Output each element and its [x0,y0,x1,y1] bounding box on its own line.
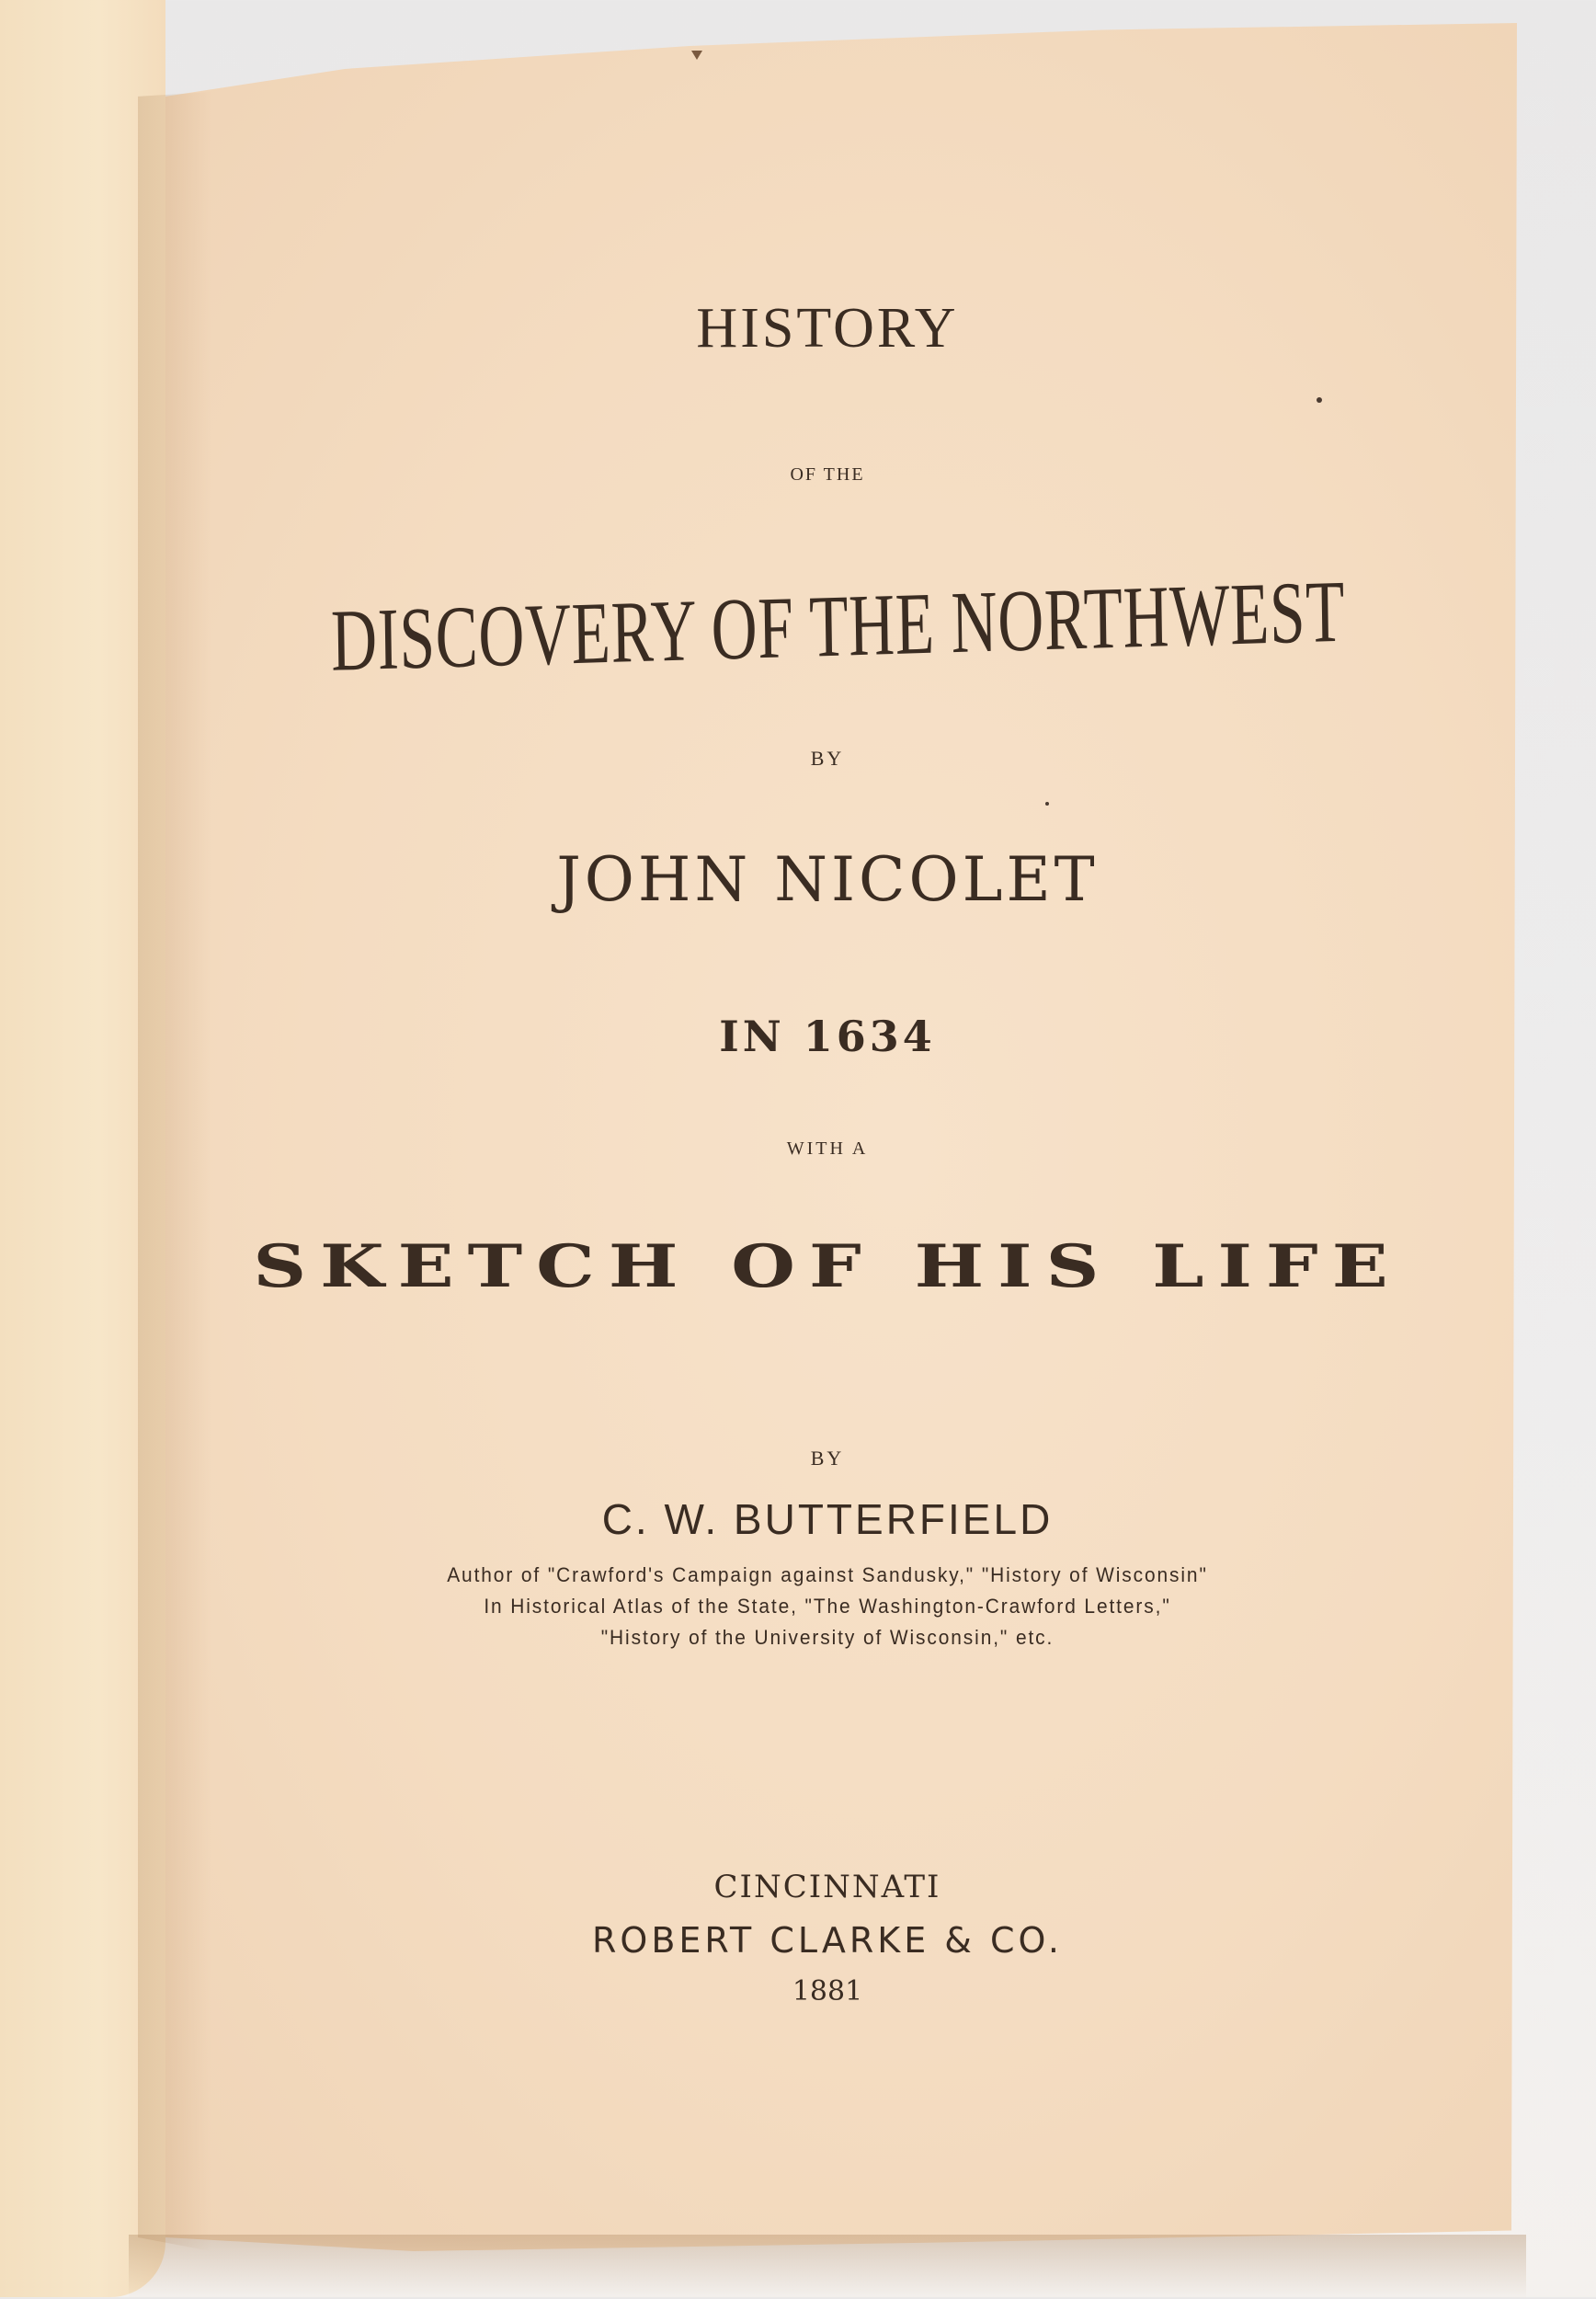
author-credit-line: In Historical Atlas of the State, "The Washington-Crawford Letters," [484,1595,1171,1618]
page-bottom-shadow [129,2235,1526,2299]
by-label-author: BY [810,1447,845,1470]
ink-speck [1317,397,1322,403]
title-main: HISTORY [696,297,959,360]
subtitle: SKETCH OF HIS LIFE [253,1232,1402,1301]
publication-city: CINCINNATI [713,1869,941,1905]
publisher: ROBERT CLARKE & CO. [592,1920,1063,1961]
subject-person: JOHN NICOLET [556,844,1099,915]
author-name: C. W. BUTTERFIELD [601,1495,1054,1543]
title-connector: OF THE [790,464,865,485]
by-label: BY [810,747,845,770]
title-subject: DISCOVERY OF THE NORTHWEST [330,561,1346,690]
with-a-label: WITH A [786,1138,869,1159]
year-line: IN 1634 [719,1012,936,1061]
publication-year: 1881 [792,1975,863,2007]
author-credit-line: "History of the University of Wisconsin," etc. [600,1626,1054,1649]
author-credit-line: Author of "Crawford's Campaign against Sandusky," "History of Wisconsin" [447,1563,1208,1586]
page-edge-nick [691,51,702,60]
ink-speck [1045,802,1049,806]
